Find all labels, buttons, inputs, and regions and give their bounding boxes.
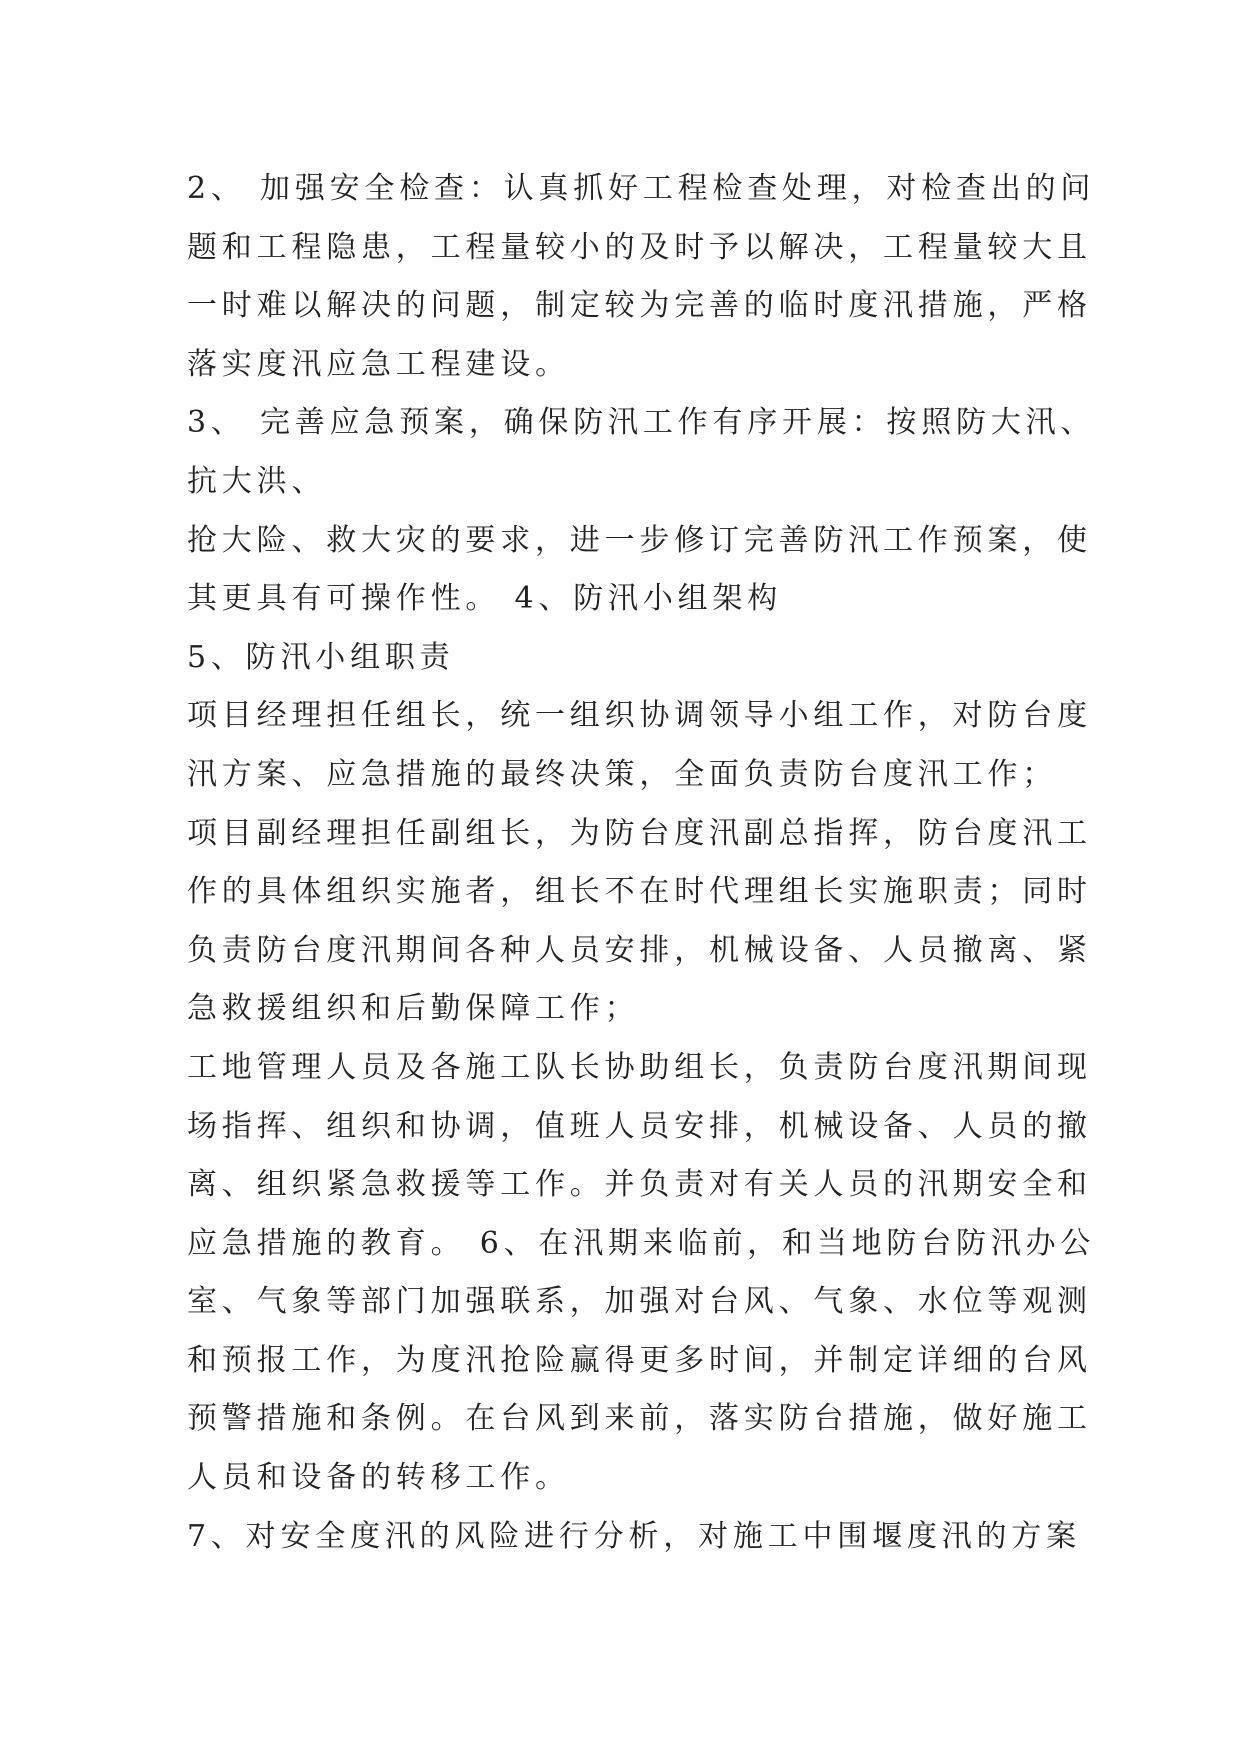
text-line: 项目副经理担任副组长，为防台度汛副总指挥，防台度汛工 bbox=[187, 815, 1092, 851]
text-line: 和预报工作，为度汛抢险赢得更多时间，并制定详细的台风 bbox=[187, 1342, 1092, 1378]
text-line: 5、防汛小组职责 bbox=[187, 639, 455, 675]
text-line: 人员和设备的转移工作。 bbox=[187, 1460, 570, 1496]
text-line: 急救援组织和后勤保障工作； bbox=[187, 991, 640, 1027]
text-line: 工地管理人员及各施工队长协助组长，负责防台度汛期间现 bbox=[187, 1049, 1092, 1085]
text-line: 3、 完善应急预案，确保防汛工作有序开展：按照防大汛、 bbox=[187, 405, 1096, 441]
text-line: 抗大洪、 bbox=[187, 463, 327, 499]
text-line: 一时难以解决的问题，制定较为完善的临时度汛措施，严格 bbox=[187, 288, 1092, 324]
text-line: 作的具体组织实施者，组长不在时代理组长实施职责；同时 bbox=[187, 874, 1092, 910]
text-line: 落实度汛应急工程建设。 bbox=[187, 346, 570, 382]
text-line: 应急措施的教育。 6、在汛期来临前，和当地防台防汛办公 bbox=[187, 1225, 1096, 1261]
text-line: 项目经理担任组长，统一组织协调领导小组工作，对防台度 bbox=[187, 698, 1092, 734]
text-line: 其更具有可操作性。 4、防汛小组架构 bbox=[187, 581, 783, 617]
text-line: 7、对安全度汛的风险进行分析，对施工中围堰度汛的方案 bbox=[187, 1518, 1081, 1554]
text-line: 抢大险、救大灾的要求，进一步修订完善防汛工作预案，使 bbox=[187, 522, 1092, 558]
text-line: 离、组织紧急救援等工作。并负责对有关人员的汛期安全和 bbox=[187, 1167, 1092, 1203]
text-line: 2、 加强安全检查：认真抓好工程检查处理，对检查出的问 bbox=[187, 171, 1096, 206]
text-line: 题和工程隐患，工程量较小的及时予以解决，工程量较大且 bbox=[187, 229, 1092, 265]
text-line: 场指挥、组织和协调，值班人员安排，机械设备、人员的撤 bbox=[187, 1108, 1092, 1144]
text-line: 负责防台度汛期间各种人员安排，机械设备、人员撤离、紧 bbox=[187, 932, 1092, 968]
text-line: 汛方案、应急措施的最终决策，全面负责防台度汛工作； bbox=[187, 756, 1057, 792]
text-line: 预警措施和条例。在台风到来前，落实防台措施，做好施工 bbox=[187, 1401, 1092, 1437]
document-body bbox=[187, 160, 1096, 1566]
text-line: 室、气象等部门加强联系，加强对台风、气象、水位等观测 bbox=[187, 1284, 1092, 1320]
